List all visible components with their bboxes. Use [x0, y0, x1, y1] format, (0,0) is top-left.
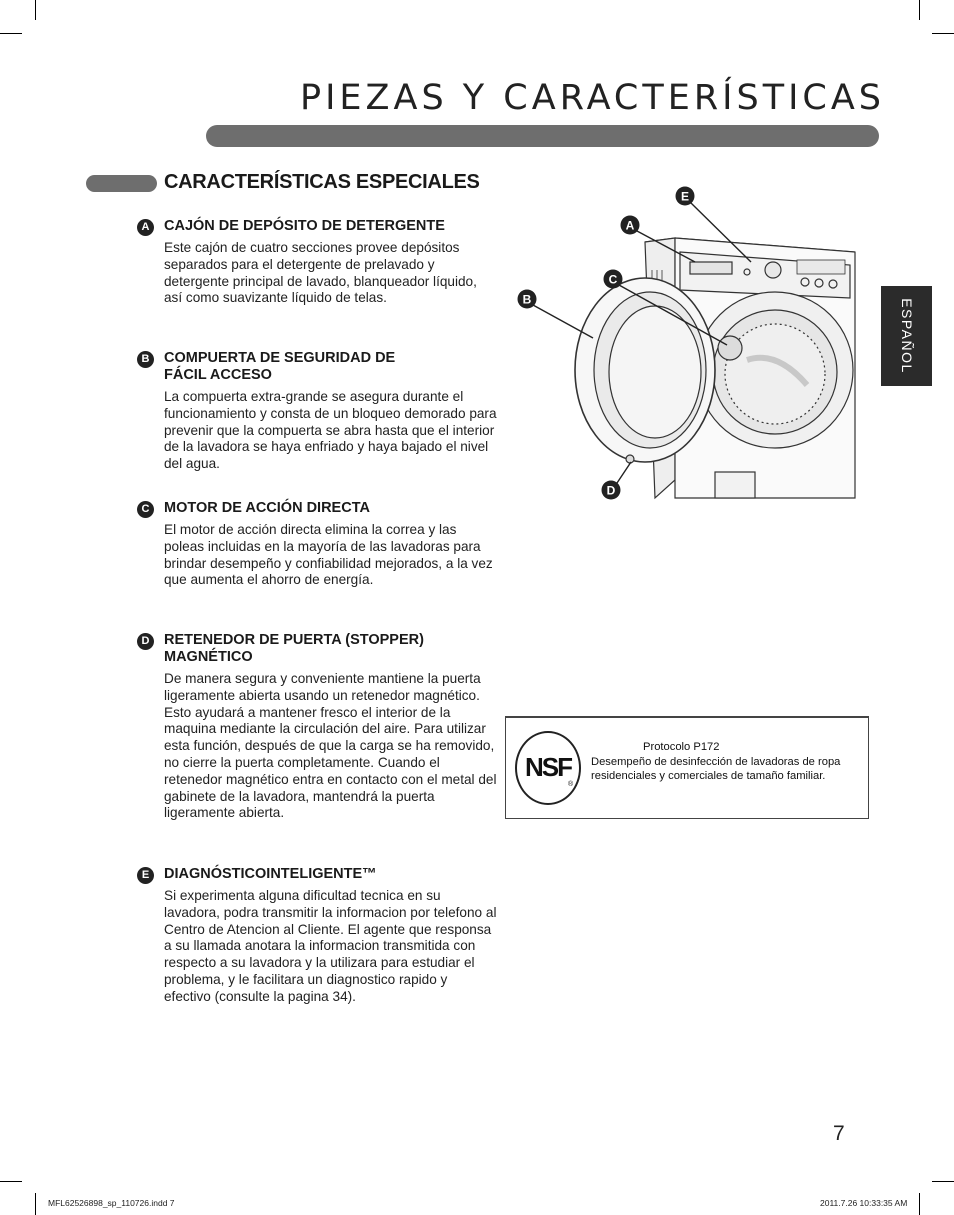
callout-d — [602, 481, 621, 500]
feature-body: De manera segura y conveniente mantiene la puerta ligeramente abierta usando un retenedor magnético. Esto ayudará a mantener fresco el interior de la maquina mediante la circulación del aire. Para utilizar esta función, después de que la carga se ha removido, no cierre la puerta completamente. Cuando el retenedor magnético entra en contacto con el metal del gabinete de la lavadora, mantendrá la puerta ligeramente abierta. — [164, 671, 497, 821]
page-title: PIEZAS Y CARACTERÍSTICAS — [300, 78, 886, 118]
crop-mark — [919, 1193, 920, 1215]
callout-a — [621, 216, 640, 235]
footer-timestamp: 2011.7.26 10:33:35 AM — [820, 1198, 908, 1208]
feature-c — [137, 500, 497, 589]
callout-e — [676, 187, 695, 206]
title-bar — [206, 125, 879, 147]
language-tab-label: ESPAÑOL — [898, 298, 915, 374]
nsf-logo — [515, 731, 581, 805]
feature-d — [137, 632, 497, 822]
crop-mark — [0, 1181, 22, 1182]
feature-body: Si experimenta alguna dificultad tecnica en su lavadora, podra transmitir la informacion por telefono al Centro de Atencion al Cliente. El agente que responsa a su llamada anotara la informacion transmitida con respecto a su lavadora y la utilizara para estudiar el problema, y le facilitara un diagnostico rapido y efectivo (consulte la pagina 34). — [164, 888, 497, 1004]
feature-title: COMPUERTA DE SEGURIDAD DE FÁCIL ACCESO — [164, 350, 396, 383]
callout-b — [518, 290, 537, 309]
feature-title: RETENEDOR DE PUERTA (STOPPER) MAGNÉTICO — [164, 632, 424, 665]
feature-title: CAJÓN DE DEPÓSITO DE DETERGENTE — [164, 218, 445, 234]
feature-body: Este cajón de cuatro secciones provee depósitos separados para el detergente de prelavado y detergente principal de lavado, blanqueador líquido, así como suavizante líquido de telas. — [164, 240, 477, 306]
callout-c — [604, 270, 623, 289]
feature-letter-badge: C — [137, 501, 154, 518]
crop-mark — [35, 1193, 36, 1215]
feature-e — [137, 866, 497, 1006]
nsf-text — [591, 740, 863, 784]
svg-text:D: D — [606, 483, 616, 498]
washer-illustration — [515, 180, 885, 510]
feature-title: DIAGNÓSTICOINTELIGENTE™ — [164, 866, 377, 882]
nsf-description: Desempeño de desinfección de lavadoras de ropa residenciales y comerciales de tamaño familiar. — [591, 755, 841, 782]
page-number: 7 — [833, 1122, 845, 1145]
section-pill — [86, 175, 157, 192]
language-tab — [881, 286, 932, 386]
svg-text:A: A — [625, 218, 635, 233]
feature-b — [137, 350, 497, 473]
nsf-logo-text: NSF — [525, 752, 571, 782]
feature-letter-badge: A — [137, 219, 154, 236]
svg-text:B: B — [522, 292, 532, 307]
feature-a — [137, 218, 497, 307]
nsf-certification-box — [505, 716, 869, 819]
svg-text:E: E — [680, 189, 690, 204]
svg-text:C: C — [608, 272, 618, 287]
feature-body: La compuerta extra-grande se asegura durante el funcionamiento y consta de un bloqueo demorado para prevenir que la compuerta se abra hasta que el interior de la lavadora se haya enfriado y haya bajado el nivel del agua. — [164, 389, 497, 472]
registered-mark: ® — [568, 781, 574, 788]
section-heading: CARACTERÍSTICAS ESPECIALES — [164, 171, 480, 193]
footer-file-name: MFL62526898_sp_110726.indd 7 — [48, 1198, 175, 1208]
feature-letter-badge: D — [137, 633, 154, 650]
crop-mark — [35, 0, 36, 20]
crop-mark — [919, 0, 920, 20]
crop-mark — [0, 33, 22, 34]
crop-mark — [932, 33, 954, 34]
feature-letter-badge: E — [137, 867, 154, 884]
feature-body: El motor de acción directa elimina la correa y las poleas incluidas en la mayoría de las lavadoras para brindar desempeño y confiabilidad mejorados, a la vez que aumenta el ahorro de energía. — [164, 522, 493, 588]
feature-title: MOTOR DE ACCIÓN DIRECTA — [164, 500, 370, 516]
nsf-protocol: Protocolo P172 — [643, 741, 720, 753]
crop-mark — [932, 1181, 954, 1182]
feature-letter-badge: B — [137, 351, 154, 368]
